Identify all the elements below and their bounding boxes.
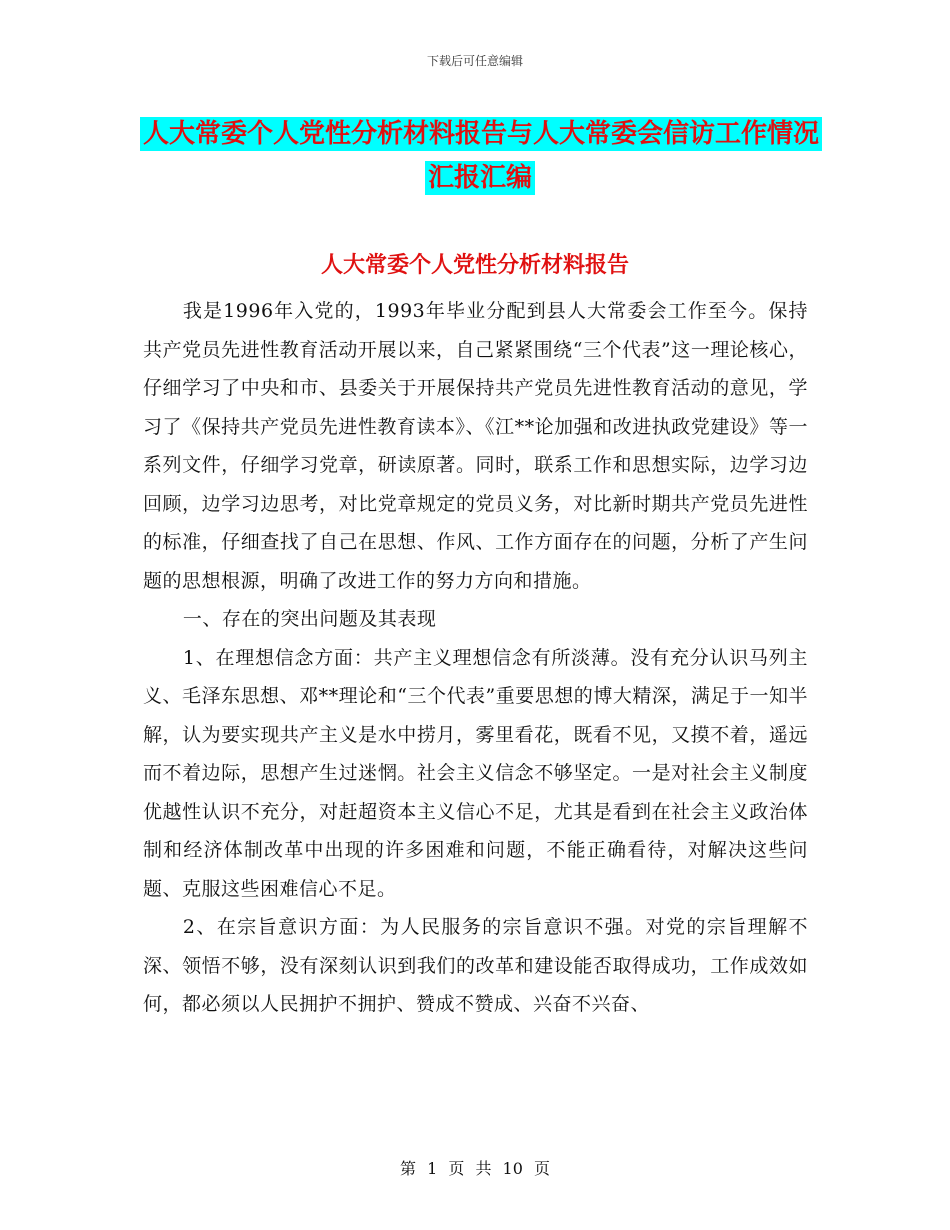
document-title [140, 112, 820, 200]
section-title: 人大常委个人党性分析材料报告 [320, 253, 629, 278]
paragraph-intro: 我是1996年入党的，1993年毕业分配到县人大常委会工作至今。保持共产党员先进性教育活动开展以来，自己紧紧围绕“三个代表”这一理论核心，仔细学习了中央和市、县委关于开展保持共产党员先进性教育活动的意见，学习了《保持共产党员先进性教育读本》、《江**论加强和改进执政党建设》等一系列文件，仔细学习党章，研读原著。同时，联系工作和思想实际，边学习边回顾，边学习边思考，对比党章规定的党员义务，对比新时期共产党员先进性的标准，仔细查找了自己在思想、作风、工作方面存在的问题，分析了产生问题的思想根源，明确了改进工作的努力方向和措施。 [143, 300, 808, 592]
paragraph-ideals: 1、在理想信念方面：共产主义理想信念有所淡薄。没有充分认识马列主义、毛泽东思想、邓**理论和“三个代表”重要思想的博大精深，满足于一知半解，认为要实现共产主义是水中捞月，雾里看花，既看不见，又摸不着，遥远而不着边际，思想产生过迷惘。社会主义信念不够坚定。一是对社会主义制度优越性认识不充分，对赶超资本主义信心不足，尤其是看到在社会主义政治体制和经济体制改革中出现的许多困难和问题，不能正确看待，对解决这些问题、克服这些困难信心不足。 [143, 646, 808, 900]
paragraph-purpose: 2、在宗旨意识方面：为人民服务的宗旨意识不强。对党的宗旨理解不深、领悟不够，没有深刻认识到我们的改革和建设能否取得成功，工作成效如何，都必须以人民拥护不拥护、赞成不赞成、兴奋不兴奋、 [143, 916, 808, 1015]
document-title-highlight: 人大常委个人党性分析材料报告与人大常委会信访工作情况汇报汇编 [140, 117, 822, 195]
document-body [143, 292, 808, 1024]
paragraph-heading-problems: 一、存在的突出问题及其表现 [182, 608, 437, 630]
page-footer: 第 1 页 共 10 页 [400, 1159, 550, 1178]
header-note: 下载后可任意编辑 [426, 54, 523, 68]
